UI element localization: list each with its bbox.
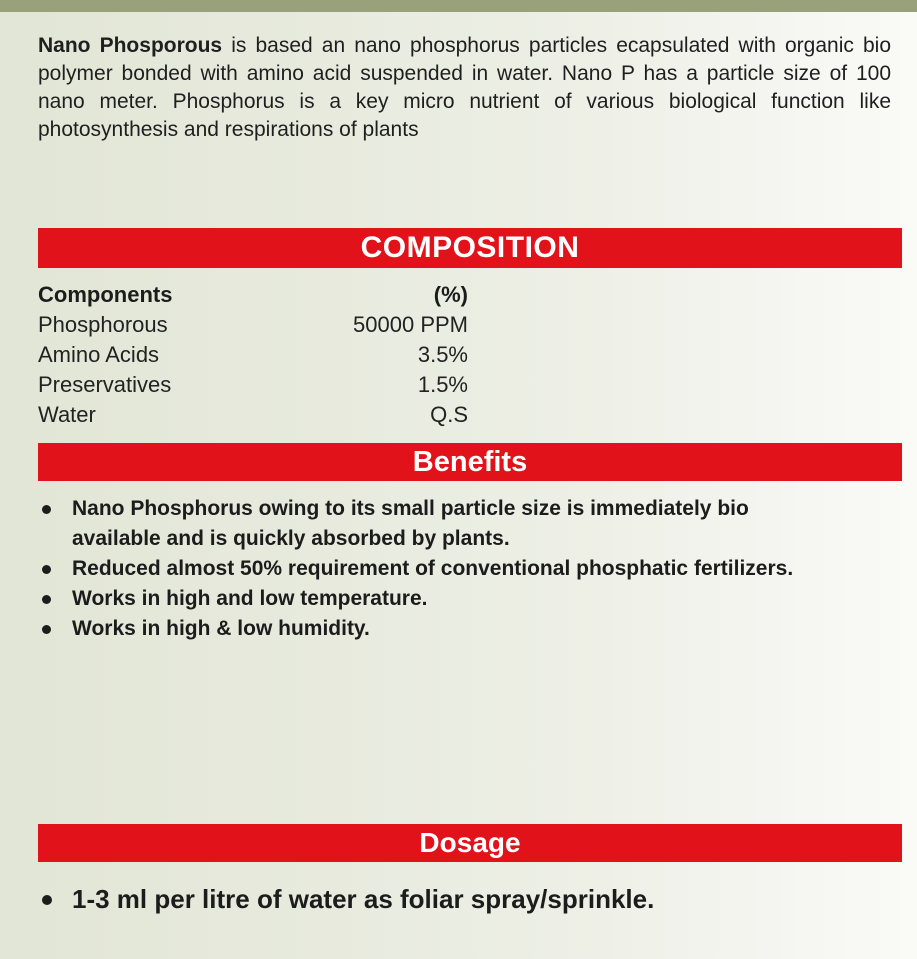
- dosage-banner-title: Dosage: [419, 827, 521, 858]
- component-name: Phosphorous: [38, 312, 168, 337]
- component-value: Q.S: [430, 402, 468, 427]
- list-item: [38, 614, 822, 644]
- dosage-banner: [38, 824, 902, 862]
- list-item: [38, 554, 822, 584]
- dosage-text: 1-3 ml per litre of water as foliar spray/sprinkle.: [72, 884, 655, 914]
- table-row: [38, 400, 468, 430]
- dosage-list: [38, 882, 878, 916]
- benefit-text: Works in high and low temperature.: [72, 587, 428, 610]
- table-row: [38, 340, 468, 370]
- top-border-bar: [0, 0, 917, 12]
- benefits-list: [38, 494, 828, 644]
- bullet-dot-icon: [42, 565, 51, 574]
- component-name: Preservatives: [38, 372, 172, 397]
- benefits-banner-title: Benefits: [412, 445, 528, 478]
- bullet-dot-icon: [42, 595, 51, 604]
- component-value: 1.5%: [417, 372, 468, 397]
- component-name: Water: [38, 402, 96, 427]
- intro-paragraph: [38, 32, 891, 144]
- table-row: [38, 370, 468, 400]
- benefits-banner: [38, 443, 902, 481]
- composition-table-header: [38, 280, 468, 310]
- column-header-components: Components: [38, 282, 173, 307]
- table-row: [38, 310, 468, 340]
- bullet-dot-icon: [42, 895, 52, 905]
- list-item: [38, 494, 822, 554]
- composition-banner: [38, 228, 902, 268]
- component-value: 3.5%: [417, 342, 468, 367]
- product-name: Nano Phosporous: [38, 34, 223, 57]
- component-value: 50000 PPM: [353, 312, 468, 337]
- composition-banner-title: COMPOSITION: [360, 231, 580, 264]
- column-header-percent: (%): [433, 282, 468, 307]
- benefit-text: Reduced almost 50% requirement of conventional phosphatic fertilizers.: [72, 557, 794, 580]
- list-item: [38, 584, 822, 614]
- list-item: [38, 882, 878, 916]
- component-name: Amino Acids: [38, 342, 160, 367]
- benefit-text: Works in high & low humidity.: [72, 617, 370, 640]
- bullet-dot-icon: [42, 505, 51, 514]
- benefit-text: Nano Phosphorus owing to its small particle size is immediately bio available and is quickly absorbed by plants.: [72, 497, 749, 550]
- bullet-dot-icon: [42, 625, 51, 634]
- intro-description: is based an nano phosphorus particles ecapsulated with organic bio polymer bonded with amino acid suspended in water. Nano P has a particle size of 100 nano meter. Phosphorus is a key micro nutrient of various biological function like photosynthesis and respirations of plants: [38, 34, 891, 141]
- composition-table: [38, 280, 468, 430]
